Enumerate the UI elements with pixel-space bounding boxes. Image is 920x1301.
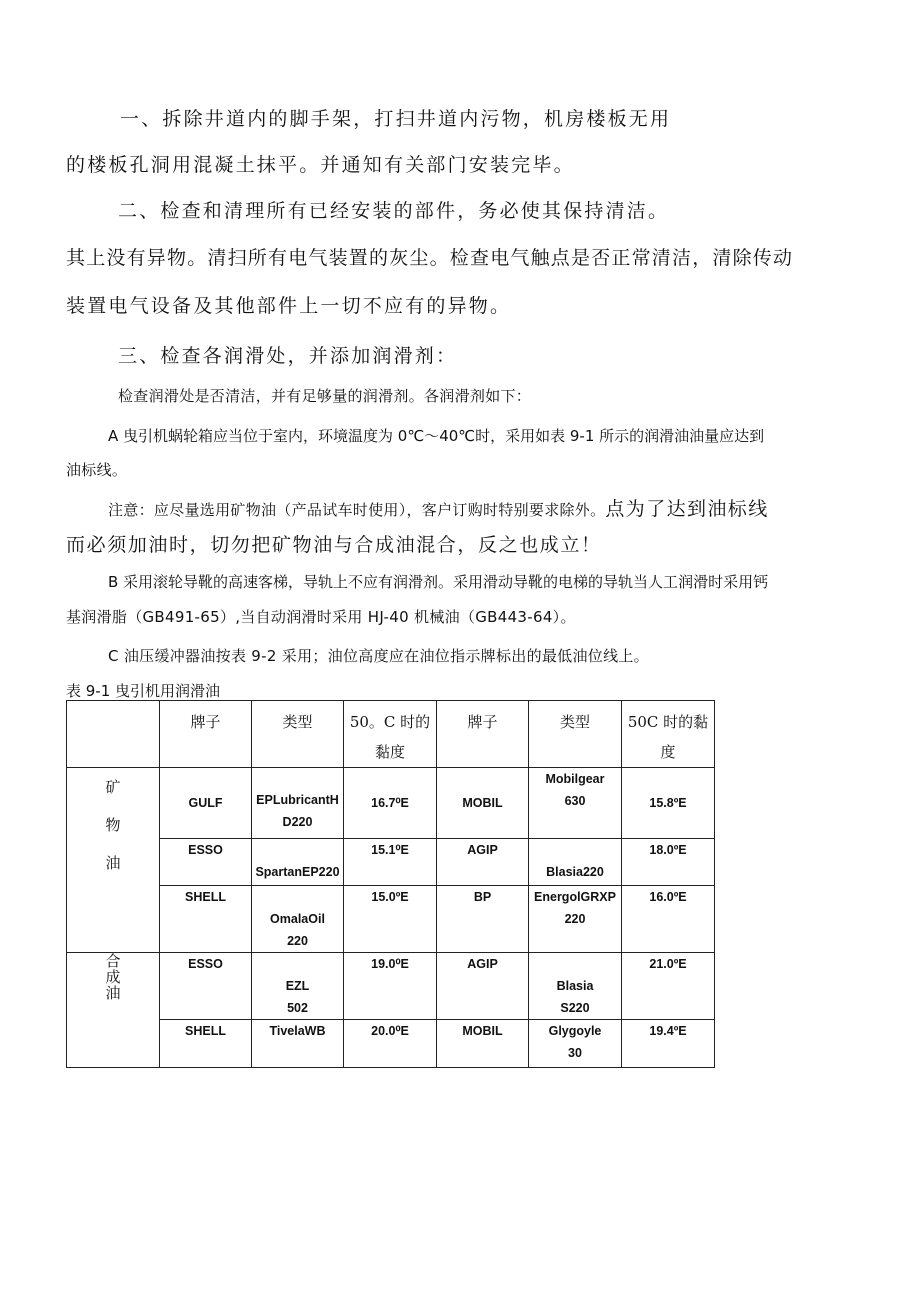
table-row bbox=[67, 886, 715, 953]
paragraph-1-line-1: 一、拆除井道内的脚手架，打扫井道内污物，机房楼板无用 bbox=[120, 108, 672, 130]
header-viscosity-1: 50。C 时的 黏度 bbox=[344, 701, 437, 768]
table-cell: MOBIL bbox=[437, 768, 529, 839]
table-cell: 18.0ºE bbox=[622, 839, 715, 886]
paragraph-6-line-2: 而必须加油时，切勿把矿物油与合成油混合，反之也成立！ bbox=[66, 534, 602, 556]
table-cell: 19.0⁰E bbox=[344, 953, 437, 1020]
paragraph-2-line-1: 二、检查和清理所有已经安装的部件，务必使其保持清洁。 bbox=[118, 200, 670, 222]
header-brand-2: 牌子 bbox=[437, 701, 529, 768]
table-row bbox=[67, 768, 715, 839]
paragraph-8: C 油压缓冲器油按表 9-2 采用；油位高度应在油位指示牌标出的最低油位线上。 bbox=[108, 647, 649, 665]
table-cell: GULF bbox=[160, 768, 252, 839]
table-cell: 21.0ºE bbox=[622, 953, 715, 1020]
table-cell: OmalaOil 220 bbox=[252, 886, 344, 953]
paragraph-6-small-text: 注意：应尽量选用矿物油（产品试车时使用），客户订购时特别要求除外。 bbox=[108, 501, 606, 519]
paragraph-4: 检查润滑处是否清洁，并有足够量的润滑剂。各润滑剂如下： bbox=[118, 387, 532, 405]
table-row bbox=[67, 839, 715, 886]
table-cell: 15.1⁰E bbox=[344, 839, 437, 886]
table-cell: BP bbox=[437, 886, 529, 953]
group-mineral-oil: 矿 物 油 bbox=[67, 768, 160, 953]
table-row bbox=[67, 953, 715, 1020]
header-viscosity-2: 50C 时的黏 度 bbox=[622, 701, 715, 768]
table-cell: Mobilgear 630 bbox=[529, 768, 622, 839]
table-caption: 表 9-1 曳引机用润滑油 bbox=[66, 682, 221, 700]
table-header-row bbox=[67, 701, 715, 768]
paragraph-5-line-1: A 曳引机蜗轮箱应当位于室内，环境温度为 0℃～40℃时，采用如表 9-1 所示的润滑油油量应达到 bbox=[108, 427, 765, 445]
table-cell: EnergolGRXP 220 bbox=[529, 886, 622, 953]
paragraph-6-line-1 bbox=[108, 494, 769, 521]
table-cell: 15.0ºE bbox=[344, 886, 437, 953]
table-cell: SHELL bbox=[160, 886, 252, 953]
table-cell: SHELL bbox=[160, 1020, 252, 1068]
table-cell: Blasia S220 bbox=[529, 953, 622, 1020]
table-cell: AGIP bbox=[437, 953, 529, 1020]
table-cell: SpartanEP220 bbox=[252, 839, 344, 886]
paragraph-1-line-2: 的楼板孔洞用混凝土抹平。并通知有关部门安装完毕。 bbox=[66, 154, 575, 176]
table-cell: MOBIL bbox=[437, 1020, 529, 1068]
table-cell: ESSO bbox=[160, 953, 252, 1020]
header-type-2: 类型 bbox=[529, 701, 622, 768]
paragraph-7-line-2: 基润滑脂（GB491-65）,当自动润滑时采用 HJ-40 机械油（GB443-64）。 bbox=[66, 608, 576, 626]
lubricant-table bbox=[66, 700, 715, 1068]
table-cell: 20.0⁰E bbox=[344, 1020, 437, 1068]
paragraph-2-line-3: 装置电气设备及其他部件上一切不应有的异物。 bbox=[66, 295, 512, 317]
table-cell: AGIP bbox=[437, 839, 529, 886]
table-cell: ESSO bbox=[160, 839, 252, 886]
group-synthetic-oil: 合 成 油 bbox=[67, 953, 160, 1068]
table-row bbox=[67, 1020, 715, 1068]
table-cell: 16.7⁰E bbox=[344, 768, 437, 839]
header-brand-1: 牌子 bbox=[160, 701, 252, 768]
paragraph-2-line-2: 其上没有异物。清扫所有电气装置的灰尘。检查电气触点是否正常清洁，清除传动 bbox=[66, 247, 794, 269]
table-cell: EZL 502 bbox=[252, 953, 344, 1020]
paragraph-3: 三、检查各润滑处，并添加润滑剂： bbox=[118, 345, 458, 367]
header-empty bbox=[67, 701, 160, 768]
header-type-1: 类型 bbox=[252, 701, 344, 768]
paragraph-5-line-2: 油标线。 bbox=[66, 461, 128, 479]
table-cell: 15.8ºE bbox=[622, 768, 715, 839]
table-cell: Blasia220 bbox=[529, 839, 622, 886]
table-cell: EPLubricantH D220 bbox=[252, 768, 344, 839]
table-cell: TivelaWB bbox=[252, 1020, 344, 1068]
table-cell: 16.0ºE bbox=[622, 886, 715, 953]
paragraph-7-line-1: B 采用滚轮导靴的高速客梯，导轨上不应有润滑剂。采用滑动导靴的电梯的导轨当人工润滑时采用钙 bbox=[108, 573, 769, 591]
table-cell: Glygoyle 30 bbox=[529, 1020, 622, 1068]
paragraph-6-large-text: 点为了达到油标线 bbox=[605, 498, 769, 520]
table-cell: 19.4ºE bbox=[622, 1020, 715, 1068]
